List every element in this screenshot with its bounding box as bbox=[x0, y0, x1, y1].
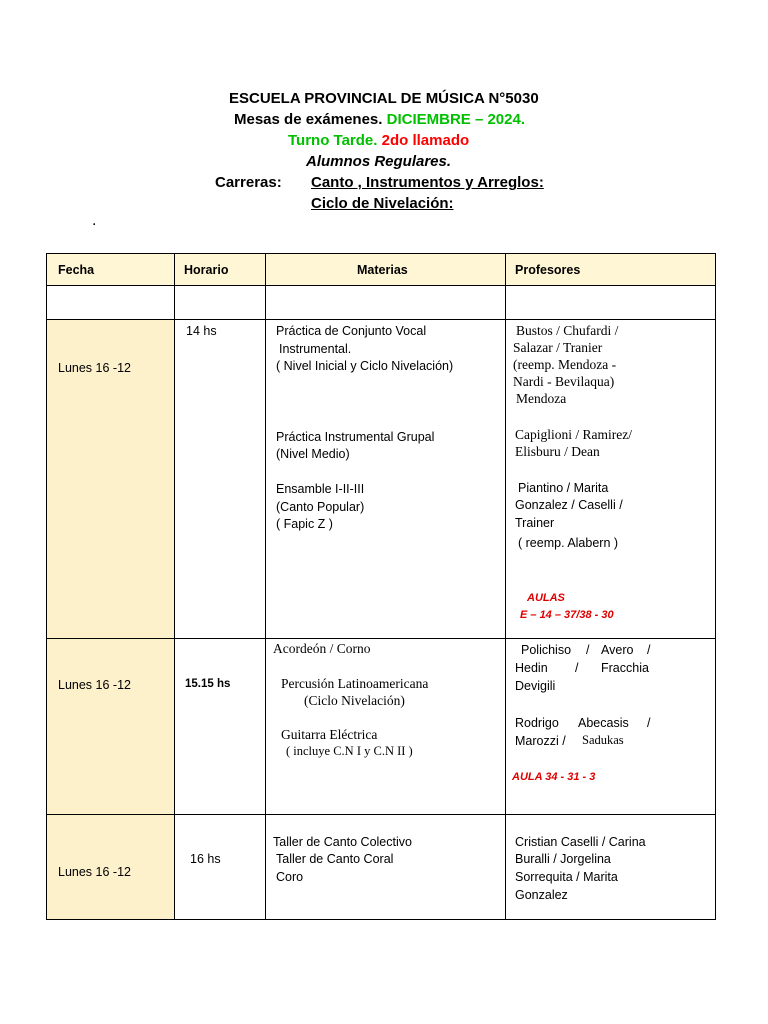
materia-line: Guitarra Eléctrica bbox=[281, 727, 378, 742]
aula-value: AULA 34 - 31 - 3 bbox=[512, 771, 596, 783]
llamado-label: 2do llamado bbox=[381, 132, 470, 149]
profesor-line: Fracchia bbox=[601, 661, 649, 675]
stray-dot: . bbox=[92, 212, 97, 229]
profesor-line: Polichiso bbox=[521, 643, 572, 657]
materia-line: Instrumental. bbox=[279, 342, 352, 356]
horario-cell: 15.15 hs bbox=[185, 678, 231, 690]
profesor-line: Sorrequita / Marita bbox=[515, 870, 618, 884]
profesor-line: Salazar / Tranier bbox=[513, 340, 603, 355]
profesor-line: Marozzi / bbox=[515, 734, 566, 748]
materia-line: Acordeón / Corno bbox=[273, 641, 371, 656]
alumnos-label: Alumnos Regulares. bbox=[306, 153, 452, 170]
column-header-profesores: Profesores bbox=[515, 263, 581, 277]
profesor-line: / bbox=[586, 643, 590, 657]
materia-line: Coro bbox=[276, 870, 304, 884]
profesor-line: Bustos / Chufardi / bbox=[516, 323, 619, 338]
materia-line: Práctica de Conjunto Vocal bbox=[276, 324, 427, 338]
horario-cell: 14 hs bbox=[186, 324, 217, 338]
profesor-line: / bbox=[647, 643, 651, 657]
carreras-value: Canto , Instrumentos y Arreglos: bbox=[311, 174, 544, 191]
aulas-label: AULAS bbox=[527, 592, 565, 604]
profesor-line: Gonzalez bbox=[515, 888, 568, 902]
profesor-line: Cristian Caselli / Carina bbox=[515, 835, 646, 849]
ciclo-title: Ciclo de Nivelación: bbox=[311, 195, 454, 212]
materia-line: Ensamble I-II-III bbox=[276, 482, 365, 496]
profesor-line: Avero bbox=[601, 643, 634, 657]
materia-line: Práctica Instrumental Grupal bbox=[276, 430, 435, 444]
carreras-label: Carreras: bbox=[215, 174, 282, 191]
exam-period-line bbox=[234, 109, 525, 130]
profesor-line: Buralli / Jorgelina bbox=[515, 852, 611, 866]
materia-line: ( incluye C.N I y C.N II ) bbox=[286, 744, 413, 758]
fecha-cell: Lunes 16 -12 bbox=[58, 865, 131, 879]
profesor-line: / bbox=[575, 661, 579, 675]
turno-label: Turno Tarde. bbox=[288, 132, 378, 149]
column-header-horario: Horario bbox=[184, 263, 229, 277]
aulas-value: E – 14 – 37/38 - 30 bbox=[520, 609, 614, 621]
materia-line: (Nivel Medio) bbox=[276, 447, 350, 461]
materia-line: Percusión Latinoamericana bbox=[281, 676, 429, 691]
materia-line bbox=[276, 357, 453, 375]
profesor-line: Hedin bbox=[515, 661, 548, 675]
profesor-line: Rodrigo bbox=[515, 716, 559, 730]
mesas-date: DICIEMBRE – 2024. bbox=[386, 111, 525, 128]
profesor-line: Piantino / Marita bbox=[518, 481, 609, 495]
fecha-cell: Lunes 16 -12 bbox=[58, 678, 131, 692]
horario-cell: 16 hs bbox=[190, 852, 221, 866]
fecha-cell: Lunes 16 -12 bbox=[58, 361, 131, 375]
profesor-line: Nardi - Bevilaqua) bbox=[513, 374, 615, 389]
school-name: ESCUELA PROVINCIAL DE MÚSICA N°5030 bbox=[229, 90, 539, 107]
profesor-line: (reemp. Mendoza - bbox=[513, 357, 617, 372]
materia-line-part: ( Nivel Inicial y Ciclo Nivelación) bbox=[276, 359, 454, 373]
column-header-fecha: Fecha bbox=[58, 263, 95, 277]
profesor-line: / bbox=[647, 716, 651, 730]
profesor-line: Elisburu / Dean bbox=[515, 444, 600, 459]
profesor-line: Trainer bbox=[515, 516, 555, 530]
materia-line: (Ciclo Nivelación) bbox=[304, 693, 405, 708]
profesor-line: Gonzalez / Caselli / bbox=[515, 498, 623, 512]
materia-line: Taller de Canto Colectivo bbox=[273, 835, 412, 849]
materia-line: ( Fapic Z ) bbox=[276, 517, 333, 531]
profesor-line: Devigili bbox=[515, 679, 556, 693]
column-header-materias: Materias bbox=[357, 263, 408, 277]
profesor-line: ( reemp. Alabern ) bbox=[518, 536, 619, 550]
date-cell-background bbox=[47, 639, 174, 814]
materia-line: (Canto Popular) bbox=[276, 500, 365, 514]
profesor-line: Mendoza bbox=[516, 391, 567, 406]
profesor-line: Abecasis bbox=[578, 716, 629, 730]
profesor-line: Sadukas bbox=[582, 733, 624, 747]
materia-line: Taller de Canto Coral bbox=[276, 852, 394, 866]
profesor-line: Capiglioni / Ramirez/ bbox=[515, 427, 632, 442]
mesas-prefix: Mesas de exámenes. bbox=[234, 111, 383, 128]
turno-line bbox=[288, 130, 469, 151]
